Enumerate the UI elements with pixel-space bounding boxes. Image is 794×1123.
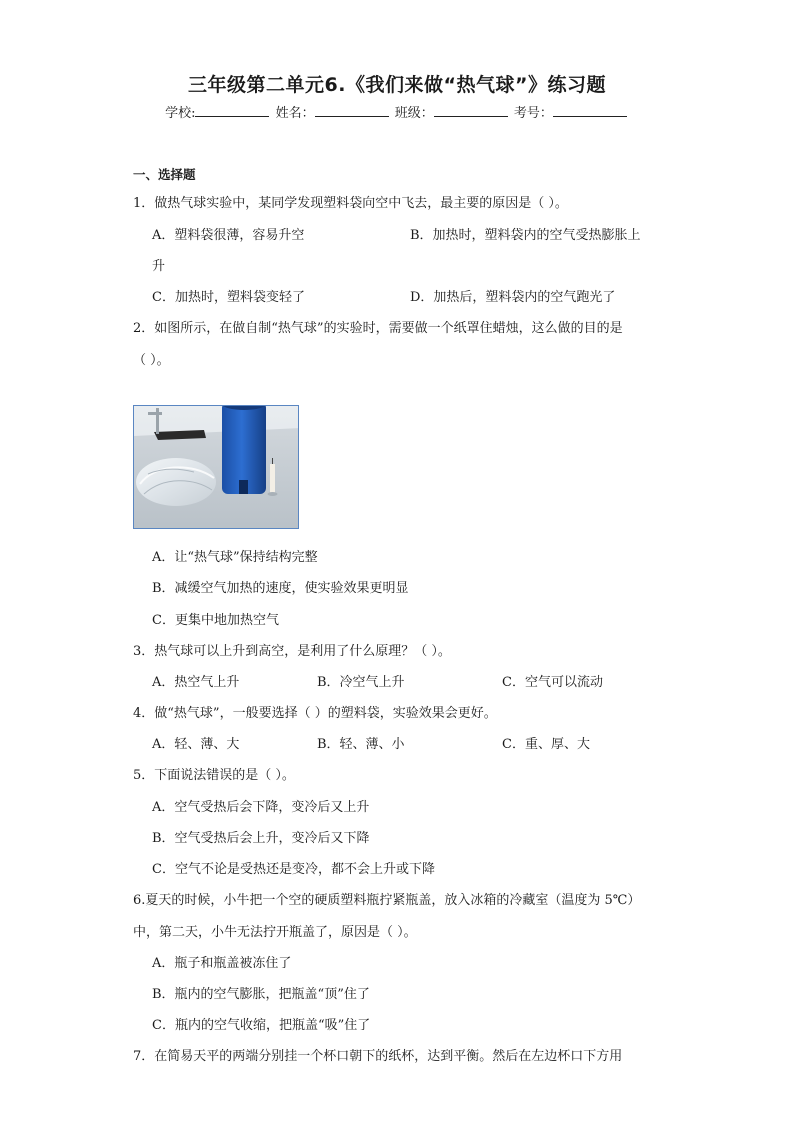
class-label: 班级： [394,106,434,121]
q4-option-b: B．轻、薄、小 [317,737,405,752]
q6-option-b: B．瓶内的空气膨胀，把瓶盖“顶”住了 [152,987,370,1002]
q2-option-b: B．减缓空气加热的速度，使实验效果更明显 [152,581,409,596]
q4-option-c: C．重、厚、大 [502,737,590,752]
experiment-photo-illustration [134,406,299,529]
q2-option-a: A．让“热气球”保持结构完整 [152,550,318,565]
q3-option-a: A．热空气上升 [152,675,240,690]
q3-option-b: B．冷空气上升 [317,675,405,690]
school-blank [195,104,269,117]
q3-stem: 3．热气球可以上升到高空，是利用了什么原理？（ ）。 [133,644,451,659]
q3-option-c: C．空气可以流动 [502,675,603,690]
name-blank [315,104,389,117]
q6-stem-continued: 中，第二天，小牛无法拧开瓶盖了，原因是（ ）。 [133,925,417,940]
q4-option-a: A．轻、薄、大 [152,737,240,752]
page-title: 三年级第二单元6.《我们来做“热气球”》练习题 [188,74,606,96]
name-label: 姓名： [275,106,315,121]
q2-stem-continued: （ ）。 [133,353,170,368]
q6-stem: 6.夏天的时候，小牛把一个空的硬质塑料瓶拧紧瓶盖，放入冰箱的冷藏室（温度为 5℃） [133,893,641,908]
q2-stem: 2．如图所示，在做自制“热气球”的实验时，需要做一个纸罩住蜡烛，这么做的目的是 [133,321,623,336]
q6-option-a: A．瓶子和瓶盖被冻住了 [152,956,292,971]
number-label: 考号： [513,106,553,121]
q1-option-b: B．加热时，塑料袋内的空气受热膨胀上 [410,228,641,243]
q7-stem: 7．在简易天平的两端分别挂一个杯口朝下的纸杯，达到平衡。然后在左边杯口下方用 [133,1049,623,1064]
q1-option-d: D．加热后，塑料袋内的空气跑光了 [410,290,616,305]
class-blank [434,104,508,117]
q1-option-a: A．塑料袋很薄，容易升空 [152,228,305,243]
q5-stem: 5．下面说法错误的是（ ）。 [133,768,295,783]
number-blank [553,104,627,117]
q2-option-c: C．更集中地加热空气 [152,613,279,628]
q1-stem: 1．做热气球实验中，某同学发现塑料袋向空中飞去，最主要的原因是（ ）。 [133,196,568,211]
section-heading: 一、选择题 [133,167,196,182]
q5-option-a: A．空气受热后会下降，变冷后又上升 [152,800,370,815]
student-info-row [0,102,794,121]
school-label: 学校: [165,106,196,121]
q1-option-c: C．加热时，塑料袋变轻了 [152,290,305,305]
experiment-photo [133,405,299,529]
q5-option-b: B．空气受热后会上升，变冷后又下降 [152,831,370,846]
q6-option-c: C．瓶内的空气收缩，把瓶盖“吸”住了 [152,1018,371,1033]
q1-option-b-continued: 升 [152,259,166,274]
q4-stem: 4．做“热气球”，一般要选择（ ）的塑料袋，实验效果会更好。 [133,706,497,721]
q5-option-c: C．空气不论是受热还是变冷，都不会上升或下降 [152,862,435,877]
